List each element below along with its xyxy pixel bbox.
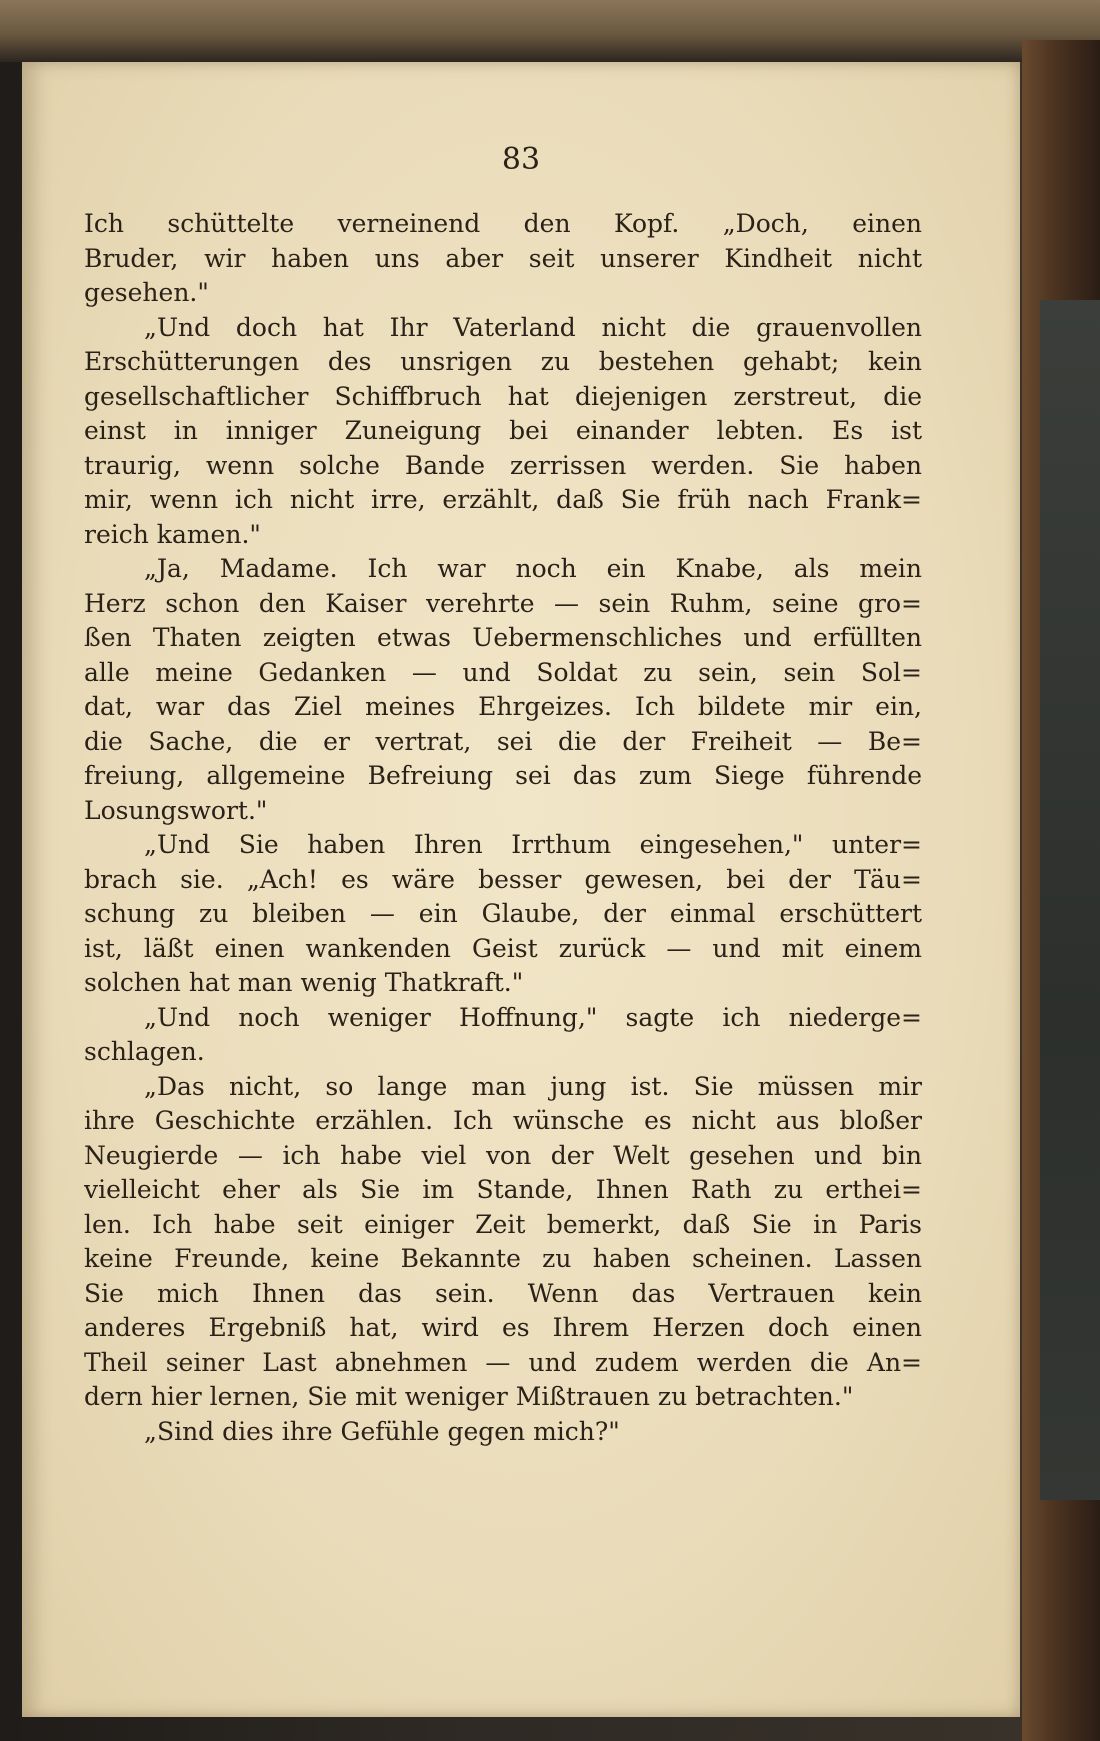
text-line: „Und Sie haben Ihren Irrthum eingesehen," unter= [144,830,922,859]
text-line: „Sind dies ihre Gefühle gegen mich?" [144,1416,620,1446]
text-line: dern hier lernen, Sie mit weniger Mißtrauen zu betrachten." [84,1382,854,1411]
text-line: „Das nicht, so lange man jung ist. Sie müssen mir [144,1071,922,1101]
text-line: die Sache, die er vertrat, sei die der Freiheit — Be= [84,726,922,756]
text-line: ßen Thaten zeigten etwas Uebermenschliches und erfüllten [84,623,922,652]
text-line: ihre Geschichte erzählen. Ich wünsche es nicht aus bloßer [84,1106,922,1135]
page-number: 83 [501,142,541,177]
text-line: Sie mich Ihnen das sein. Wenn das Vertrauen kein [84,1278,922,1308]
text-line: solchen hat man wenig Thatkraft." [84,968,524,997]
text-line: brach sie. „Ach! es wäre besser gewesen, bei der Täu= [84,864,922,894]
book-cover-right-edge [1022,40,1100,1741]
text-line: Losungswort." [84,795,268,825]
text-line: Theil seiner Last abnehmen — und zudem werden die An= [84,1347,922,1377]
text-line: Erschütterungen des unsrigen zu bestehen gehabt; kein [84,347,922,376]
text-line: anderes Ergebniß hat, wird es Ihrem Herzen doch einen [84,1313,922,1342]
text-line: keine Freunde, keine Bekannte zu haben scheinen. Lassen [84,1244,922,1273]
text-line: gesehen." [84,278,209,307]
text-line: len. Ich habe seit einiger Zeit bemerkt, daß Sie in Paris [84,1209,922,1239]
page-text [84,207,922,1449]
text-line: reich kamen." [84,519,261,549]
text-line: „Ja, Madame. Ich war noch ein Knabe, als mein [144,554,922,583]
text-line: freiung, allgemeine Befreiung sei das zum Siege führende [84,761,922,790]
text-line: Herz schon den Kaiser verehrte — sein Ruhm, seine gro= [84,588,922,618]
text-line: mir, wenn ich nicht irre, erzählt, daß Sie früh nach Frank= [84,485,922,514]
text-line: Neugierde — ich habe viel von der Welt gesehen und bin [84,1140,922,1170]
text-line: traurig, wenn solche Bande zerrissen werden. Sie haben [84,450,922,480]
text-line: gesellschaftlicher Schiffbruch hat diejenigen zerstreut, die [84,381,922,411]
text-line: alle meine Gedanken — und Soldat zu sein, sein Sol= [84,657,922,687]
text-line: Bruder, wir haben uns aber seit unserer Kindheit nicht [84,243,922,273]
text-line: schung zu bleiben — ein Glaube, der einmal erschüttert [84,899,922,928]
text-line: Ich schüttelte verneinend den Kopf. „Doch, einen [84,209,922,238]
text-line: einst in inniger Zuneigung bei einander lebten. Es ist [84,416,922,445]
text-line: ist, läßt einen wankenden Geist zurück — und mit einem [84,933,922,963]
text-line: „Und doch hat Ihr Vaterland nicht die grauenvollen [144,312,922,342]
text-line: vielleicht eher als Sie im Stande, Ihnen Rath zu erthei= [84,1175,922,1204]
text-line: „Und noch weniger Hoffnung," sagte ich niederge= [144,1002,922,1032]
text-line: dat, war das Ziel meines Ehrgeizes. Ich bildete mir ein, [84,692,922,721]
book-page [22,62,1020,1717]
text-line: schlagen. [84,1037,205,1066]
book-cover-top-edge [0,0,1100,62]
